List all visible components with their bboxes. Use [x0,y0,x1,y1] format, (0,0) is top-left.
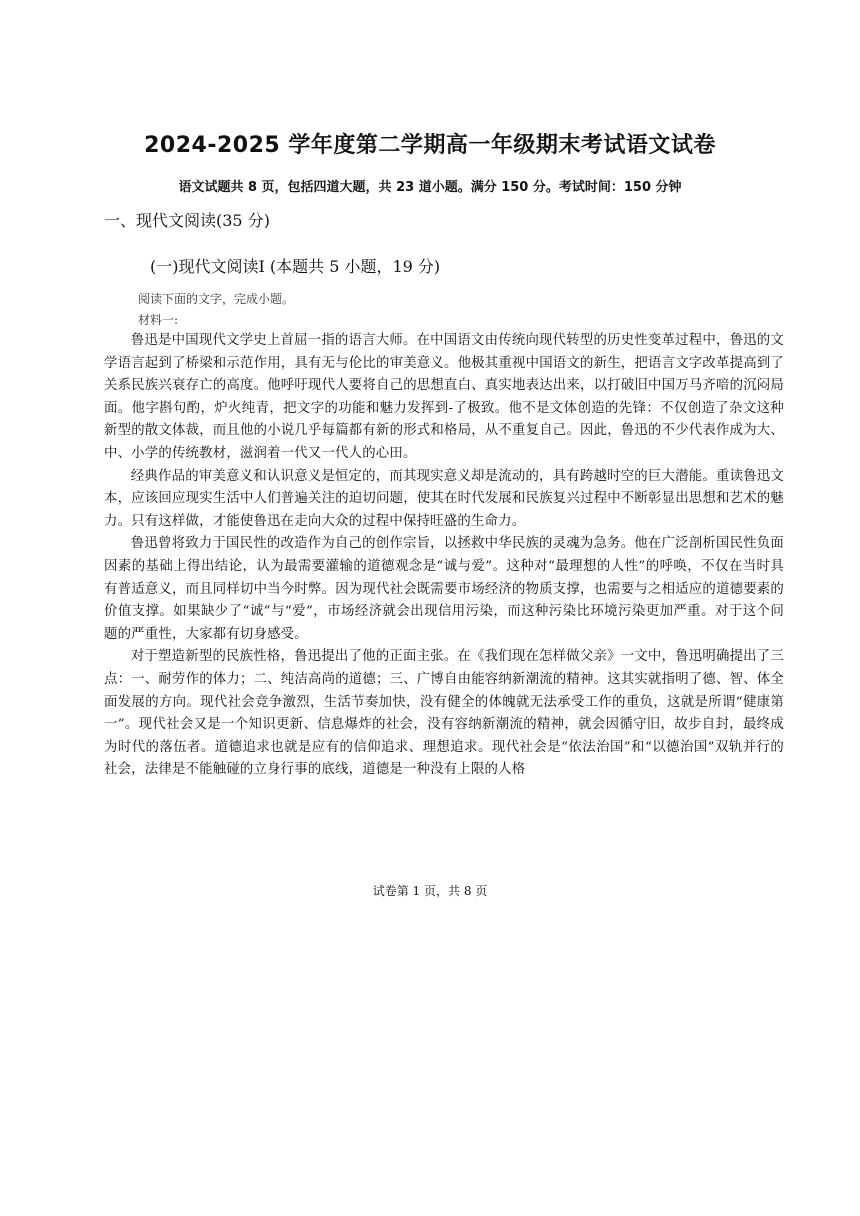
section-heading: 一、现代文阅读(35 分) [104,211,270,230]
passage-paragraph: 鲁迅曾将致力于国民性的改造作为自己的创作宗旨，以拯救中华民族的灵魂为急务。他在广泛剖析国民性负面因素的基础上得出结论，认为最需要灌输的道德观念是“诚与爱”。这种对“最理想的人性”的呼唤，不仅在当时具有普适意义，而且同样切中当今时弊。因为现代社会既需要市场经济的物质支撑，也需要与之相适应的道德要素的价值支撑。如果缺少了“诚”与“爱”，市场经济就会出现信用污染，而这种污染比环境污染更加严重。对于这个问题的严重性，大家都有切身感受。 [104,536,784,642]
passage-paragraph: 对于塑造新型的民族性格，鲁迅提出了他的正面主张。在《我们现在怎样做父亲》一文中，鲁迅明确提出了三点：一、耐劳作的体力；二、纯洁高尚的道德；三、广博自由能容纳新潮流的精神。这其实就指明了德、智、体全面发展的方向。现代社会竞争激烈，生活节奏加快，没有健全的体魄就无法承受工作的重负，这就是所谓“健康第一”。现代社会又是一个知识更新、信息爆炸的社会，没有容纳新潮流的精神，就会因循守旧，故步自封，最终成为时代的落伍者。道德追求也就是应有的信仰追求、理想追求。现代社会是“依法治国”和“以德治国”双轨并行的社会，法律是不能触碰的立身行事的底线，道德是一种没有上限的人格 [104,649,784,778]
passage-paragraph: 鲁迅是中国现代文学史上首屈一指的语言大师。在中国语文由传统向现代转型的历史性变革过程中，鲁迅的文学语言起到了桥梁和示范作用，具有无与伦比的审美意义。他极其重视中国语文的新生，把语言文字改革提高到了关系民族兴衰存亡的高度。他呼吁现代人要将自己的思想直白、真实地表达出来，以打破旧中国万马齐喑的沉闷局面。他字斟句酌，炉火纯青，把文字的功能和魅力发挥到-了极致。他不是文体创造的先锋：不仅创造了杂文这种新型的散文体裁，而且他的小说几乎每篇都有新的形式和格局，从不重复自己。因此，鲁迅的不少代表作成为大、中、小学的传统教材，滋润着一代又一代人的心田。 [104,333,784,461]
sub-section-heading: (一)现代文阅读Ⅰ (本题共 5 小题，19 分) [150,257,441,276]
exam-info: 语文试题共 8 页，包括四道大题，共 23 道小题。满分 150 分。考试时间：150 分钟 [178,180,682,195]
material-label: 材料一: [138,313,179,327]
exam-title: 2024-2025 学年度第二学期高一年级期末考试语文试卷 [144,133,716,158]
passage-paragraph: 经典作品的审美意义和认识意义是恒定的，而其现实意义却是流动的，具有跨越时空的巨大潜能。重读鲁迅文本，应该回应现实生活中人们普遍关注的迫切问题，使其在时代发展和民族复兴过程中不断彰显出思想和艺术的魅力。只有这样做，才能使鲁迅在走向大众的过程中保持旺盛的生命力。 [104,468,784,529]
page-footer: 试卷第 1 页，共 8 页 [372,884,488,898]
passage-body [104,330,784,782]
reading-instruction: 阅读下面的文字，完成小题。 [138,292,295,306]
